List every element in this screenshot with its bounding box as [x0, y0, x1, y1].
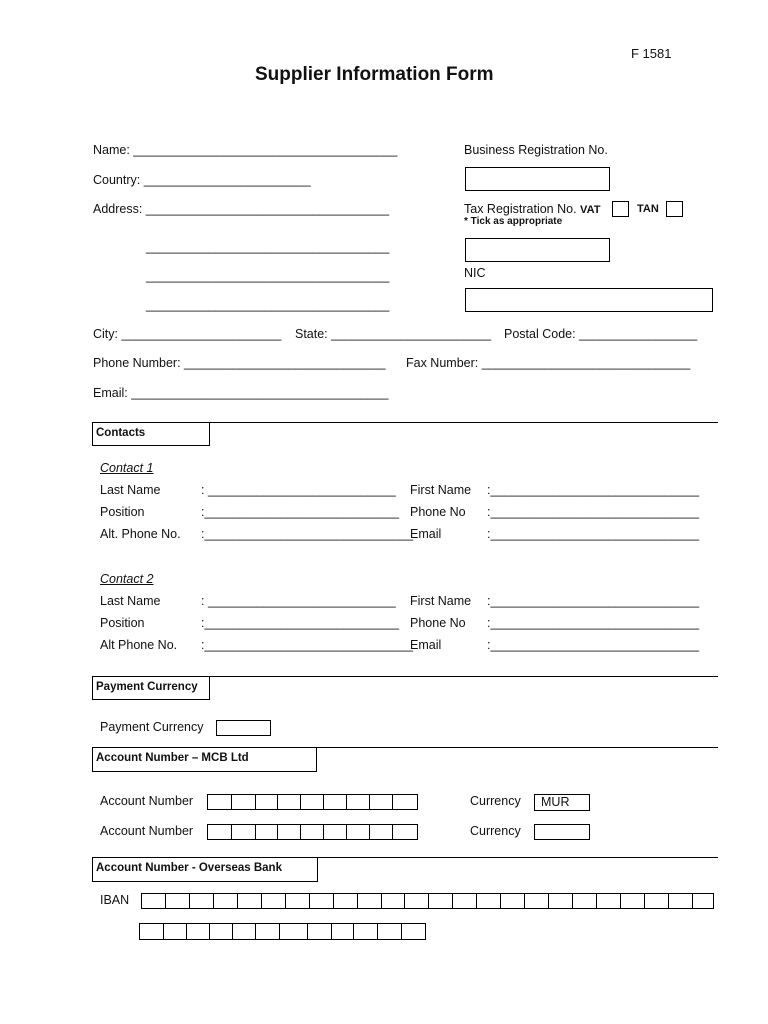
contact2-first-name-input[interactable]: :______________________________ [487, 594, 700, 608]
mcb-currency-label-2: Currency [470, 824, 521, 838]
contact2-alt-phone-input[interactable]: :______________________________ [201, 638, 414, 652]
address-line-3[interactable]: ___________________________________ [146, 269, 390, 283]
contact2-position-input[interactable]: :____________________________ [201, 616, 400, 630]
iban-input[interactable] [141, 893, 714, 909]
contact1-last-name-input[interactable]: : ___________________________ [201, 483, 396, 497]
page-title: Supplier Information Form [255, 64, 494, 85]
contacts-section-title: Contacts [92, 422, 210, 446]
contact1-first-name-input[interactable]: :______________________________ [487, 483, 700, 497]
tan-label: TAN [637, 203, 659, 215]
country-field[interactable]: Country: ________________________ [93, 173, 311, 187]
state-field[interactable]: State: _______________________ [295, 327, 492, 341]
city-field[interactable]: City: _______________________ [93, 327, 282, 341]
contact2-phone-input[interactable]: :______________________________ [487, 616, 700, 630]
contact2-position-label: Position [100, 616, 145, 630]
contact1-phone-input[interactable]: :______________________________ [487, 505, 700, 519]
mcb-account-input-2[interactable] [207, 824, 418, 840]
contact2-last-name-input[interactable]: : ___________________________ [201, 594, 396, 608]
contact1-email-input[interactable]: :______________________________ [487, 527, 700, 541]
contact2-title: Contact 2 [100, 572, 154, 586]
vat-label: VAT [580, 204, 601, 216]
contact1-last-name-label: Last Name [100, 483, 161, 497]
tick-note: * Tick as appropriate [464, 216, 563, 227]
contact1-title: Contact 1 [100, 461, 154, 475]
vat-checkbox[interactable] [612, 201, 629, 217]
contact2-first-name-label: First Name [410, 594, 472, 608]
contact1-alt-phone-label: Alt. Phone No. [100, 527, 181, 541]
contact2-email-label: Email [410, 638, 442, 652]
phone-field[interactable]: Phone Number: _____________________________ [93, 356, 386, 370]
contact1-email-label: Email [410, 527, 442, 541]
contact1-first-name-label: First Name [410, 483, 472, 497]
contact2-phone-label: Phone No [410, 616, 466, 630]
nic-input[interactable] [465, 288, 713, 312]
nic-label: NIC [464, 266, 486, 280]
contact1-position-input[interactable]: :____________________________ [201, 505, 400, 519]
payment-currency-label: Payment Currency [100, 720, 204, 734]
contact2-email-input[interactable]: :______________________________ [487, 638, 700, 652]
form-code: F 1581 [631, 46, 672, 61]
iban-label: IBAN [100, 893, 130, 907]
address-line-2[interactable]: ___________________________________ [146, 240, 390, 254]
contact2-alt-phone-label: Alt Phone No. [100, 638, 178, 652]
mcb-currency-input-2[interactable] [534, 824, 590, 840]
fax-field[interactable]: Fax Number: ______________________________ [406, 356, 691, 370]
contact1-position-label: Position [100, 505, 145, 519]
payment-section-title: Payment Currency [92, 676, 210, 700]
contact1-phone-label: Phone No [410, 505, 466, 519]
overseas-section-title: Account Number - Overseas Bank [92, 857, 318, 882]
tan-checkbox[interactable] [666, 201, 683, 217]
address-line-4[interactable]: ___________________________________ [146, 298, 390, 312]
mcb-currency-input-1[interactable]: MUR [534, 794, 590, 811]
iban-input-continued[interactable] [139, 923, 426, 940]
name-field[interactable]: Name: ______________________________________ [93, 143, 398, 157]
mcb-account-input-1[interactable] [207, 794, 418, 810]
brn-input[interactable] [465, 167, 610, 191]
tax-label-text: Tax Registration No. [464, 202, 577, 216]
tax-label [464, 202, 600, 216]
mcb-currency-label-1: Currency [470, 794, 521, 808]
email-field[interactable]: Email: _____________________________________ [93, 386, 389, 400]
address-field[interactable]: Address: ___________________________________ [93, 202, 390, 216]
mcb-account-label-1: Account Number [100, 794, 194, 808]
payment-currency-input[interactable] [216, 720, 271, 736]
contact2-last-name-label: Last Name [100, 594, 161, 608]
tax-input[interactable] [465, 238, 610, 262]
brn-label: Business Registration No. [464, 143, 608, 157]
mcb-account-label-2: Account Number [100, 824, 194, 838]
contact1-alt-phone-input[interactable]: :______________________________ [201, 527, 414, 541]
mcb-section-title: Account Number – MCB Ltd [92, 747, 317, 772]
postal-code-field[interactable]: Postal Code: _________________ [504, 327, 698, 341]
